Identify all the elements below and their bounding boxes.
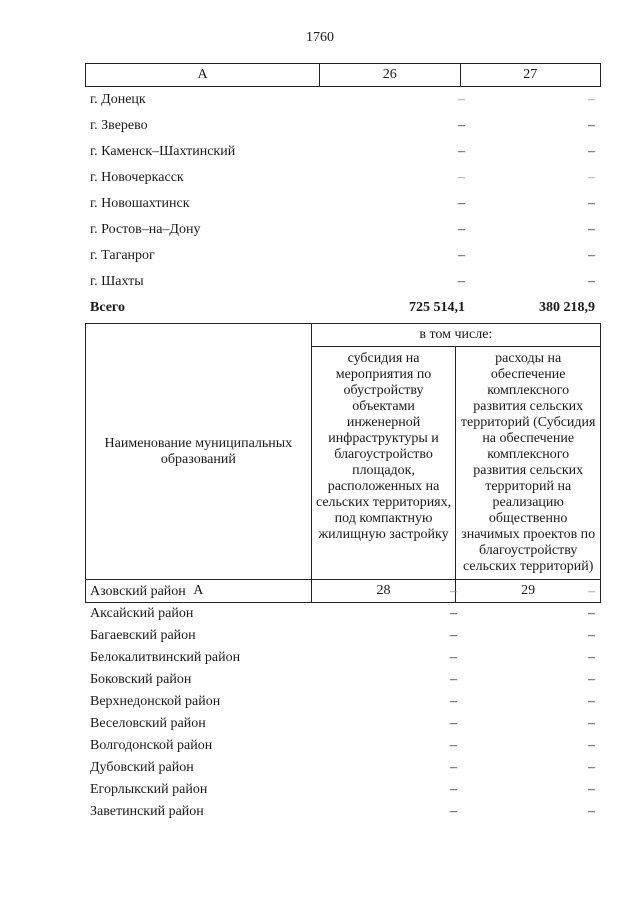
row-name: Заветинский район: [90, 804, 204, 819]
row-value-29: –: [588, 628, 595, 643]
table-row: [90, 801, 600, 823]
row-value-26: –: [458, 170, 465, 185]
table-row: [90, 779, 600, 801]
row-value-27: –: [588, 196, 595, 211]
row-value-29: –: [588, 738, 595, 753]
table1-header-col-a: А: [86, 64, 320, 87]
row-value-28: –: [450, 628, 457, 643]
total-value-26: 725 514,1: [409, 300, 465, 315]
total-row: [90, 296, 600, 322]
table-row: [90, 166, 600, 192]
row-name: Багаевский район: [90, 628, 196, 643]
row-name: Боковский район: [90, 672, 192, 687]
row-value-28: –: [450, 782, 457, 797]
row-name: Дубовский район: [90, 760, 194, 775]
table-row: [90, 88, 600, 114]
table2-index-29: 29: [456, 580, 601, 603]
row-value-29: –: [588, 782, 595, 797]
row-value-28: –: [450, 606, 457, 621]
row-value-27: –: [588, 144, 595, 159]
table2-name-header: Наименование муниципальных образований: [86, 324, 312, 580]
table-row: [90, 114, 600, 140]
table-row: [90, 603, 600, 625]
row-value-28: –: [450, 694, 457, 709]
row-value-28: –: [450, 738, 457, 753]
row-name: г. Новочеркасск: [90, 170, 184, 185]
row-name: г. Новошахтинск: [90, 196, 190, 211]
row-value-27: –: [588, 118, 595, 133]
table-row: [90, 713, 600, 735]
row-value-26: –: [458, 92, 465, 107]
row-value-26: –: [458, 144, 465, 159]
table1-header-col-26: 26: [320, 64, 460, 87]
row-value-27: –: [588, 248, 595, 263]
row-name: Егорлыкский район: [90, 782, 208, 797]
row-value-29: –: [588, 584, 595, 599]
row-value-27: –: [588, 274, 595, 289]
table2-index-28: 28: [311, 580, 456, 603]
table2-col29-header: расходы на обеспечение комплексного развития сельских территорий (Субсидия на обеспечение комплексного развития сельских территорий на реализацию общественно значимых проектов по благоустройству сельских территорий): [456, 347, 601, 580]
table2-header: [85, 323, 601, 603]
table-row: [90, 669, 600, 691]
row-value-28: –: [450, 650, 457, 665]
row-name: г. Каменск–Шахтинский: [90, 144, 236, 159]
table1-header: [85, 63, 601, 87]
row-value-28: –: [450, 760, 457, 775]
table-row: [90, 625, 600, 647]
total-value-27: 380 218,9: [539, 300, 595, 315]
table-row: [90, 270, 600, 296]
row-name: г. Ростов–на–Дону: [90, 222, 201, 237]
row-name: г. Шахты: [90, 274, 144, 289]
row-value-29: –: [588, 694, 595, 709]
row-value-26: –: [458, 196, 465, 211]
table2-col28-header: субсидия на мероприятия по обустройству объектами инженерной инфраструктуры и благоустройство площадок, расположенных на сельских территориях, под компактную жилищную застройку: [311, 347, 456, 580]
row-value-29: –: [588, 672, 595, 687]
row-value-29: –: [588, 606, 595, 621]
table-row: [90, 218, 600, 244]
table2-index-a: А: [86, 580, 312, 603]
row-value-26: –: [458, 222, 465, 237]
row-value-28: –: [450, 672, 457, 687]
table2-including-header: в том числе:: [311, 324, 600, 347]
row-name: г. Зверево: [90, 118, 148, 133]
table-row: [90, 757, 600, 779]
row-value-29: –: [588, 716, 595, 731]
row-name: Верхнедонской район: [90, 694, 221, 709]
row-value-28: –: [450, 804, 457, 819]
page-number: 1760: [306, 30, 334, 45]
table-row: [90, 735, 600, 757]
row-name: Белокалитвинский район: [90, 650, 241, 665]
table-row: [90, 581, 600, 603]
row-name: г. Донецк: [90, 92, 146, 107]
row-value-29: –: [588, 760, 595, 775]
row-value-27: –: [588, 222, 595, 237]
table-row: [90, 244, 600, 270]
table-row: [90, 691, 600, 713]
table1-header-col-27: 27: [460, 64, 600, 87]
row-name: Волгодонской район: [90, 738, 213, 753]
row-name: Веселовский район: [90, 716, 206, 731]
row-value-26: –: [458, 118, 465, 133]
row-name: Аксайский район: [90, 606, 194, 621]
row-value-28: –: [450, 716, 457, 731]
table-row: [90, 647, 600, 669]
row-value-27: –: [588, 170, 595, 185]
total-label: Всего: [90, 300, 125, 315]
row-name: Азовский район: [90, 584, 186, 599]
row-value-29: –: [588, 650, 595, 665]
table-row: [90, 140, 600, 166]
row-value-28: –: [450, 584, 457, 599]
row-value-26: –: [458, 248, 465, 263]
row-value-27: –: [588, 92, 595, 107]
row-value-26: –: [458, 274, 465, 289]
table-row: [90, 192, 600, 218]
row-value-29: –: [588, 804, 595, 819]
row-name: г. Таганрог: [90, 248, 155, 263]
